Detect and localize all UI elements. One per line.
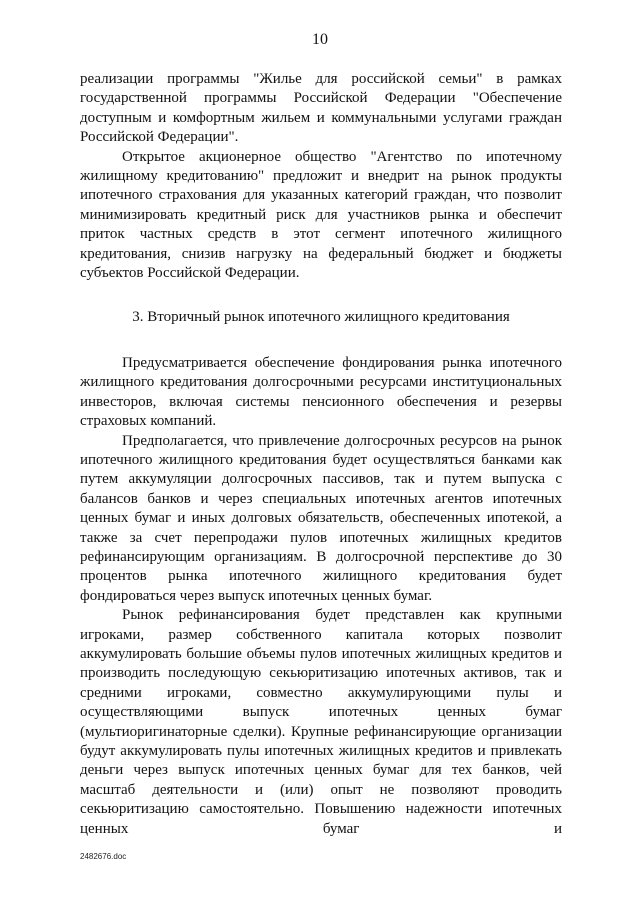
paragraph-long-term-resources: Предполагается, что привлечение долгосрочных ресурсов на рынок ипотечного жилищного кредитования будет осуществляться банками как путем аккумуляции долгосрочных пассивов, так и путем выпуска с балансов банков и через специальных ипотечных агентов ипотечных ценных бумаг и иных долговых обязательств, обеспеченных ипотекой, а также за счет перепродажи пулов ипотечных жилищных кредитов рефинансирующим организациям. В долгосрочной перспективе до 30 процентов рынка ипотечного жилищного кредитования будет фондироваться через выпуск ипотечных ценных бумаг. [80,432,562,604]
paragraph-funding: Предусматривается обеспечение фондирования рынка ипотечного жилищного кредитования долгосрочными ресурсами институциональных инвесторов, включая системы пенсионного обеспечения и резервы страховых компаний. [80,354,562,430]
paragraph-program-continuation: реализации программы "Жилье для российской семьи" в рамках государственной программы Российской Федерации "Обеспечение доступным и комфортным жильем и коммунальными услугами граждан Российской Федерации". [80,71,562,146]
footer-document-code: 2482676.doc [80,852,127,861]
paragraph-mortgage-agency: Открытое акционерное общество "Агентство по ипотечному жилищному кредитованию" предложит и внедрит на рынок продукты ипотечного страхования для указанных категорий граждан, что позволит минимизировать кредитный риск для участников рынка и обеспечит приток частных средств в этот сегмент ипотечного жилищного кредитования, снизив нагрузку на федеральный бюджет и бюджеты субъектов Российской Федерации. [80,148,562,282]
paragraph-refinancing-market: Рынок рефинансирования будет представлен как крупными игроками, размер собственного капитала которых позволит аккумулировать большие объемы пулов ипотечных жилищных кредитов и производить последующую секьюритизацию ипотечных активов, так и средними игроками, совместно аккумулирующими пулы и осуществляющими выпуск ипотечных ценных бумаг (мультиоригинаторные сделки). Крупные рефинансирующие организации будут аккумулировать пулы ипотечных жилищных кредитов и привлекать деньги через выпуск ипотечных ценных бумаг для тех банков, чей масштаб деятельности и (или) опыт не позволяют проводить секьюритизацию самостоятельно. Повышению надежности ипотечных ценных бумаг и [80,607,562,837]
page-number: 10 [312,31,328,48]
document-body [80,70,562,839]
section-heading: 3. Вторичный рынок ипотечного жилищного кредитования [132,309,510,326]
